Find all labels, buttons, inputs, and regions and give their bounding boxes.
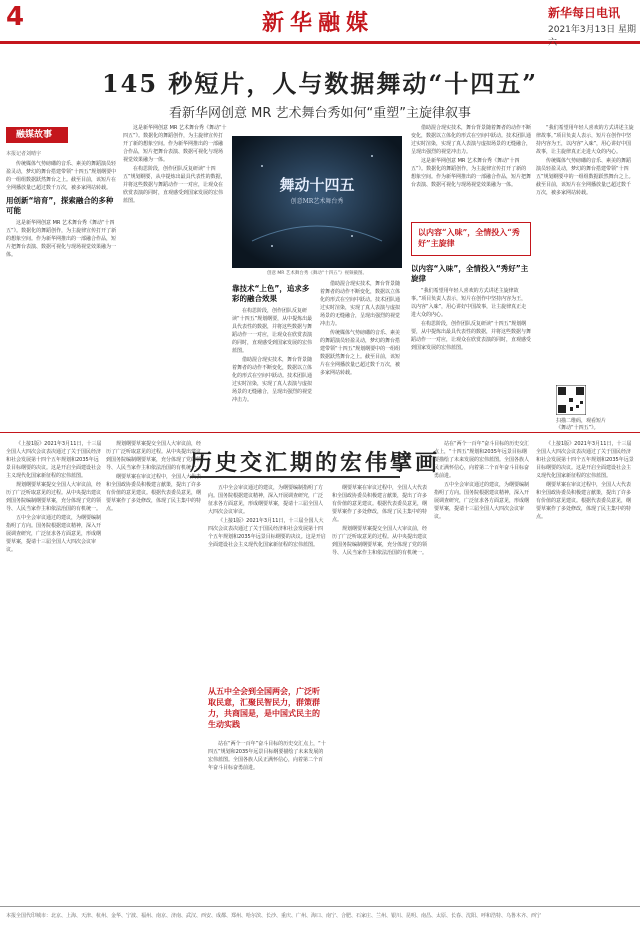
bottom-column-5	[434, 440, 530, 902]
story-photo	[232, 136, 402, 268]
paragraph: 传统媒体气势磅礴的音乐、素美的舞蹈演员轻盈灵动，梦幻的舞台搭建带领“十四五”规划纲要中的一组组数据跃然舞台之上。截至目前，该短片在全网播放量已超过数千万次，被多家网站转载。	[320, 330, 401, 376]
bottom-column-3	[208, 484, 326, 680]
top-headline: 145 秒短片，人与数据舞动“十四五”	[101, 69, 539, 98]
bottom-column-1	[6, 440, 102, 902]
story-tag: 融媒故事	[6, 127, 68, 143]
top-column-6	[536, 124, 634, 380]
top-column-4	[320, 280, 404, 428]
paragraph: 五中全会审议通过的建议，为纲要编制指明了方向。国务院根据建议精神，深入开展调查研究，广泛征求各方面意见，形成纲要草案，提请十三届全国人大四次会议审议。	[6, 515, 102, 553]
pull-quote-2: 从五中全会到全国两会，广泛听取民意，汇聚民智民力，群策群力，共商国是，是中国式民主的生动实践	[208, 686, 320, 729]
reporter-byline: 本报记者刘晴宇	[6, 151, 42, 157]
paragraph: “我们希望用年轻人喜欢的方式讲述主旋律故事。”项目负责人表示，短片在创作中坚持内容为王，以内容“入味”，用心讲好中国故事，让主旋律真正走进大众的内心。	[411, 288, 527, 318]
photo-subtitle: 创意MR艺术舞台秀	[290, 198, 344, 205]
paragraph: 这是新华网创意 MR 艺术舞台秀《舞动“十四五”》。数据化的舞蹈创作，为主旋律宣传打开了新的想象空间。作为新华网推出的一部融合作品，短片把舞台表演、数据可视化与现场视觉效果融为一体。	[123, 125, 227, 163]
paragraph: 《上接1版》2021年3月11日，十三届全国人大四次会议表决通过了关于国民经济和社会发展第十四个五年规划和2035年远景目标纲要的决议。这是开启全面建设社会主义现代化国家新征程的宏伟蓝图。	[536, 441, 634, 479]
page-number: 4	[6, 2, 25, 32]
paragraph: 在构思阶段，创作团队反复研读“十四五”规划纲要，从中提炼出最具代表性的数据，并将这些数据与舞蹈动作一一对应，让观众在欣赏表演的同时，直观感受到国家发展的宏伟蓝图。	[123, 166, 226, 204]
paragraph: 规划纲要草案提交全国人大审议前，经历了广泛听取意见的过程。从中央提出建议到国务院编制纲要草案，充分体现了党的领导、人民当家作主和依法治国的有机统一。	[332, 526, 428, 556]
section-divider	[0, 432, 640, 433]
section-title: 新华融媒	[262, 10, 375, 36]
paragraph: 五中全会审议通过的建议，为纲要编制指明了方向。国务院根据建议精神，深入开展调查研究，广泛征求各方面意见，形成纲要草案，提请十三届全国人大四次会议审议。	[208, 485, 324, 515]
paragraph: “我们希望用年轻人喜欢的方式讲述主旋律故事。”项目负责人表示，短片在创作中坚持内容为王，以内容“入味”，用心讲好中国故事，让主旋律真正走进大众的内心。	[536, 125, 634, 155]
paragraph: 纲要草案在审议过程中，全国人大代表和全国政协委员积极建言献策，提出了许多有价值的意见建议。根据代表委员意见，纲要草案作了多处修改，体现了民主集中的特点。	[106, 474, 202, 512]
headline-rule	[190, 476, 400, 478]
paragraph: 纲要草案在审议过程中，全国人大代表和全国政协委员积极建言献策，提出了许多有价值的意见建议。根据代表委员意见，纲要草案作了多处修改，体现了民主集中的特点。	[332, 485, 428, 523]
paper-brand: 新华每日电讯	[548, 6, 621, 20]
paragraph: 借助混合现实技术，舞台背景随着舞者的动作不断变化，数据以立体化的形式在空间中跃动。技术团队通过实时渲染，实现了真人表演与虚拟场景的无缝融合，呈现出强烈的视觉冲击力。	[411, 125, 531, 155]
top-column-3	[232, 280, 316, 428]
top-column-5a	[411, 124, 531, 218]
page-header	[0, 0, 640, 48]
paragraph: 在构思阶段，创作团队反复研读“十四五”规划纲要，从中提炼出最具代表性的数据，并将这些数据与舞蹈动作一一对应，让观众在欣赏表演的同时，直观感受到国家发展的宏伟蓝图。	[411, 321, 531, 351]
paragraph: 借助混合现实技术，舞台背景随着舞者的动作不断变化，数据以立体化的形式在空间中跃动。技术团队通过实时渲染，实现了真人表演与虚拟场景的无缝融合，呈现出强烈的视觉冲击力。	[232, 357, 313, 403]
paragraph: 《上接1版》2021年3月11日，十三届全国人大四次会议表决通过了关于国民经济和社会发展第十四个五年规划和2035年远景目标纲要的决议。这是开启全面建设社会主义现代化国家新征程的宏伟蓝图。	[6, 441, 102, 479]
paragraph: 纲要草案在审议过程中，全国人大代表和全国政协委员积极建言献策，提出了许多有价值的意见建议。根据代表委员意见，纲要草案作了多处修改，体现了民主集中的特点。	[536, 482, 632, 520]
subhead-1: 用创新“培育”，探索融合的多种可能	[6, 196, 114, 215]
photo-title: 舞动十四五	[279, 176, 355, 194]
paragraph: 这是新华网创意 MR 艺术舞台秀《舞动“十四五”》。数据化的舞蹈创作，为主旋律宣传打开了新的想象空间。作为新华网推出的一部融合作品，短片把舞台表演、数据可视化与现场视觉效果融为一体。	[6, 220, 117, 258]
qr-caption: 扫描二维码，观看短片《舞动“十四五”》。	[556, 418, 607, 431]
paragraph: 这是新华网创意 MR 艺术舞台秀《舞动“十四五”》。数据化的舞蹈创作，为主旋律宣传打开了新的想象空间。作为新华网推出的一部融合作品，短片把舞台表演、数据可视化与现场视觉效果融为一体。	[411, 158, 531, 188]
paper-date: 2021年3月13日 星期六	[548, 25, 636, 48]
bottom-headline: 历史交汇期的宏伟擘画	[190, 450, 441, 476]
paragraph: 规划纲要草案提交全国人大审议前，经历了广泛听取意见的过程。从中央提出建议到国务院编制纲要草案，充分体现了党的领导、人民当家作主和依法治国的有机统一。	[106, 441, 202, 471]
photo-caption: 创意 MR 艺术舞台秀《舞动“十四五”》视频截图。	[266, 271, 368, 276]
qr-code-icon[interactable]	[556, 385, 586, 415]
paragraph: 传统媒体气势磅礴的音乐、素美的舞蹈演员轻盈灵动，梦幻的舞台搭建带领“十四五”规划纲要中的一组组数据跃然舞台之上。截至目前，该短片在全网播放量已超过数千万次，被多家网站转载。	[536, 158, 634, 196]
pull-quote: 以内容“入味”，全情投入“秀好”主旋律	[411, 222, 531, 256]
paragraph: 站在“两个一百年”奋斗目标的历史交汇点上，“十四五”规划和2035年远景目标纲要描绘了未来发展的宏伟蓝图。全国各族人民正满怀信心，向着第二个百年奋斗目标奋勇前进。	[434, 441, 530, 479]
paragraph: 传统媒体气势磅礴的音乐、素美的舞蹈演员轻盈灵动，梦幻的舞台搭建带领“十四五”规划纲要中的一组组数据跃然舞台之上。截至目前，该短片在全网播放量已超过数千万次，被多家网站转载。	[6, 161, 117, 191]
subhead-2: 靠技术“上色”，追求多彩的融合效果	[232, 284, 310, 303]
paragraph: 借助混合现实技术，舞台背景随着舞者的动作不断变化，数据以立体化的形式在空间中跃动。技术团队通过实时渲染，实现了真人表演与虚拟场景的无缝融合，呈现出强烈的视觉冲击力。	[320, 281, 401, 327]
paragraph: 五中全会审议通过的建议，为纲要编制指明了方向。国务院根据建议精神，深入开展调查研究，广泛征求各方面意见，形成纲要草案，提请十三届全国人大四次会议审议。	[434, 482, 530, 520]
bottom-column-6	[536, 440, 634, 902]
paragraph: 站在“两个一百年”奋斗目标的历史交汇点上，“十四五”规划和2035年远景目标纲要描绘了未来发展的宏伟蓝图。全国各族人民正满怀信心，向着第二个百年奋斗目标奋勇前进。	[208, 741, 326, 771]
subhead-3: 以内容“入味”，全情投入“秀好”主旋律	[411, 264, 529, 283]
bottom-column-4	[332, 484, 428, 902]
paragraph: 《上接1版》2021年3月11日，十三届全国人大四次会议表决通过了关于国民经济和社会发展第十四个五年规划和2035年远景目标纲要的决议。这是开启全面建设社会主义现代化国家新征程的宏伟蓝图。	[208, 518, 326, 548]
print-sites-footer: 本报全国代印城市：北京、上海、天津、杭州、金华、宁波、福州、南京、济南、武汉、西安、成都、郑州、哈尔滨、长沙、重庆、广州、海口、南宁、合肥、石家庄、兰州、银川、昆明、南昌、太原、长春、沈阳、呼和浩特、乌鲁木齐、西宁	[0, 906, 640, 925]
bottom-column-2	[106, 440, 202, 902]
top-column-1	[6, 160, 118, 428]
bottom-column-3b	[208, 740, 326, 902]
top-column-2	[123, 124, 227, 428]
top-subheadline: 看新华网创意 MR 艺术舞台秀如何“重塑”主旋律叙事	[169, 106, 471, 121]
paragraph: 规划纲要草案提交全国人大审议前，经历了广泛听取意见的过程。从中央提出建议到国务院编制纲要草案，充分体现了党的领导、人民当家作主和依法治国的有机统一。	[6, 482, 102, 512]
paragraph: 在构思阶段，创作团队反复研读“十四五”规划纲要，从中提炼出最具代表性的数据，并将这些数据与舞蹈动作一一对应，让观众在欣赏表演的同时，直观感受到国家发展的宏伟蓝图。	[232, 308, 313, 354]
top-column-5b	[411, 260, 531, 428]
